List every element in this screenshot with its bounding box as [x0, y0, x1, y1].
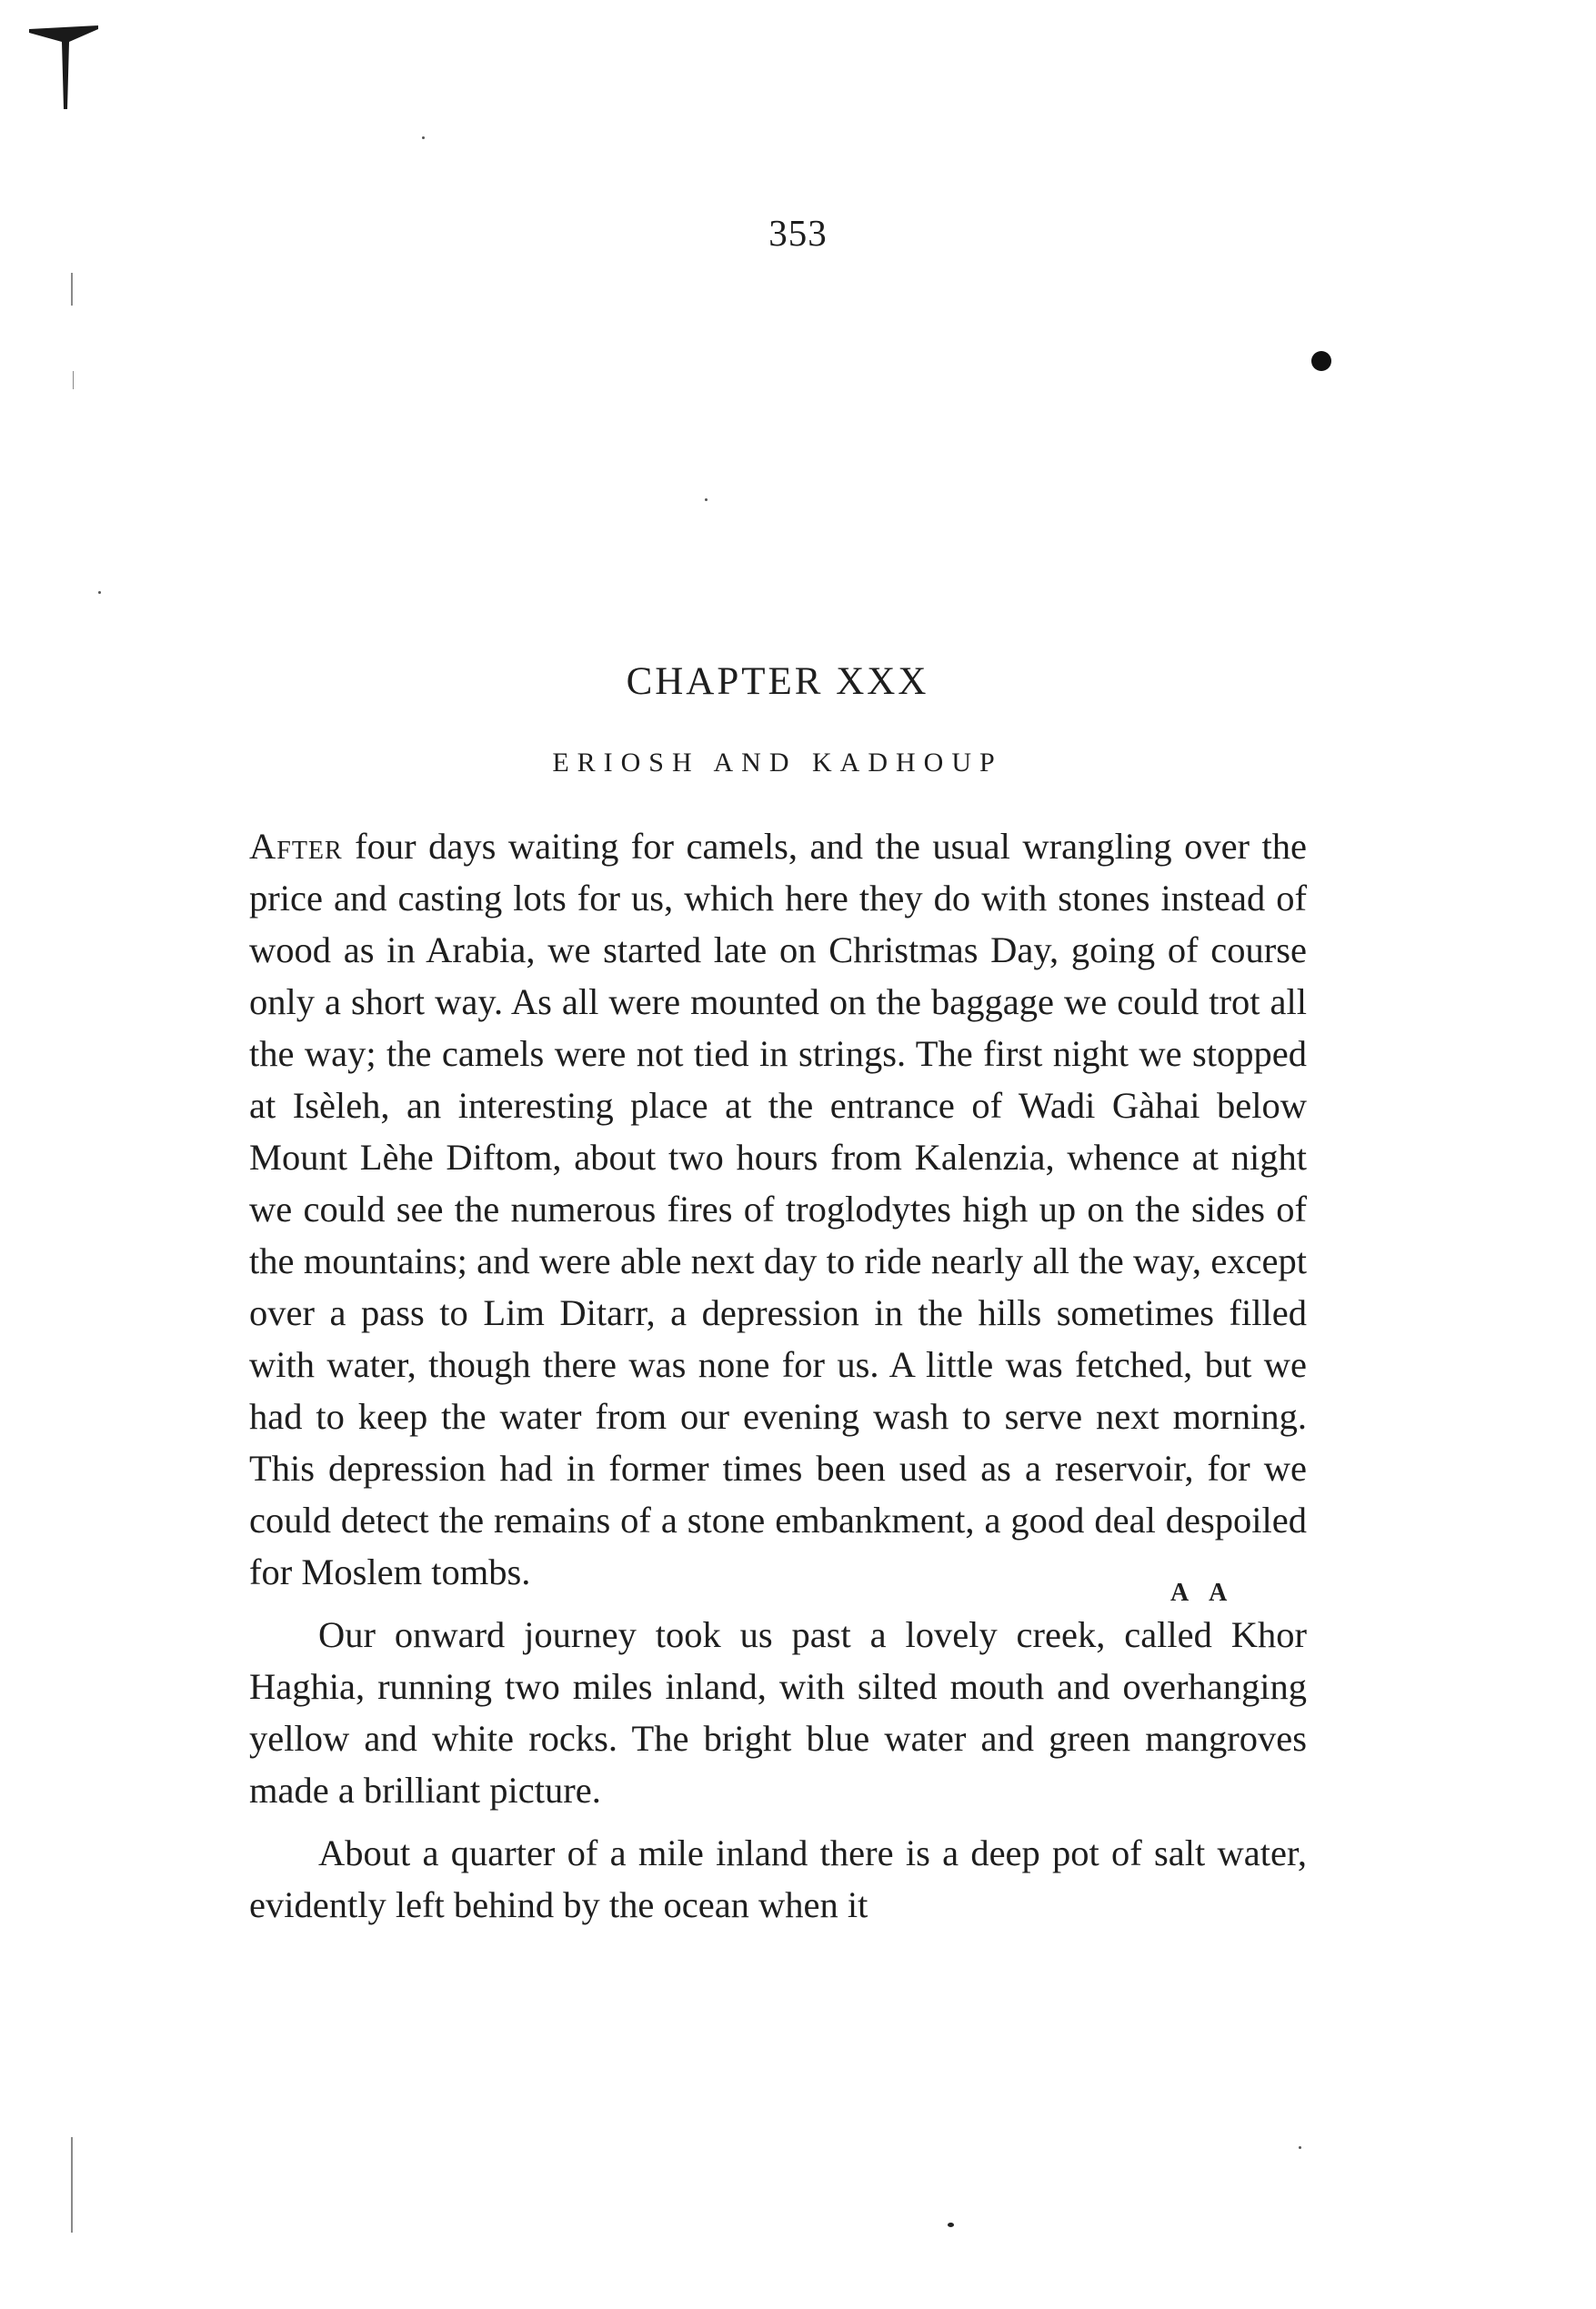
paragraph: [249, 820, 1307, 1598]
page-number: 353: [768, 212, 828, 254]
ink-blot: [1311, 351, 1331, 371]
paragraph: About a quarter of a mile inland there is a deep pot of salt water, evidently left behind by the ocean when it: [249, 1832, 1307, 1925]
paragraph-text: four days waiting for camels, and the usual wrangling over the price and casting lots for us, which here they do with stones instead of wood as in Arabia, we started late on Christmas Day, going of course only a short way. As all were mounted on the baggage we could trot all the way; the camels were not tied in strings. The first night we stopped at Isèleh, an interesting place at the entrance of Wadi Gàhai below Mount Lèhe Diftom, about two hours from Kalenzia, whence at night we could see the numerous fires of troglodytes high up on the sides of the mountains; and were able next day to ride nearly all the way, except over a pass to Lim Ditarr, a depression in the hills sometimes filled with water, though there was none for us. A little was fetched, but we had to keep the water from our evening wash to serve next morning. This depression had in former times been used as a reservoir, for we could detect the remains of a stone embankment, a good deal despoiled for Moslem tombs.: [249, 826, 1307, 1592]
chapter-title: CHAPTER XXX: [626, 660, 929, 703]
signature-mark: A A: [1170, 1579, 1236, 1607]
dust-speck: [422, 136, 425, 139]
margin-rule-top: [71, 273, 73, 306]
corner-crop-mark: [27, 22, 100, 113]
dust-speck: [98, 591, 101, 594]
margin-rule-bottom: [71, 2137, 73, 2233]
paragraph: Our onward journey took us past a lovely creek, called Khor Haghia, running two miles inland, with silted mouth and overhanging yellow and white rocks. The bright blue water and green mangroves made a brilliant picture.: [249, 1614, 1307, 1811]
margin-rule-mid: [73, 371, 74, 389]
body-text: [249, 820, 1307, 1942]
dust-speck: [1299, 2146, 1301, 2149]
chapter-subtitle: ERIOSH AND KADHOUP: [552, 748, 1003, 778]
dust-speck: [705, 498, 708, 501]
lead-word: After: [249, 826, 343, 867]
ink-speck: [948, 2223, 954, 2227]
